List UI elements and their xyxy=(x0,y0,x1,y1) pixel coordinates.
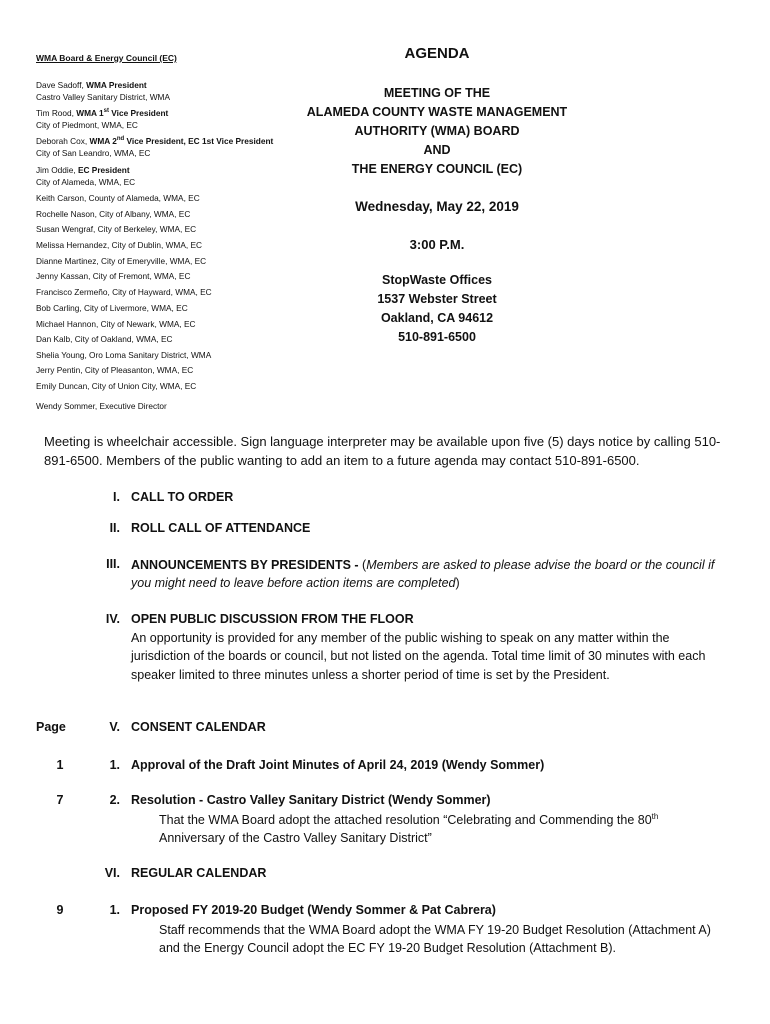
item-number: 1. xyxy=(109,903,120,917)
member-role-sup: nd xyxy=(116,136,125,143)
board-member: Dan Kalb, City of Oakland, WMA, EC xyxy=(36,334,173,344)
board-member: Melissa Hernandez, City of Dublin, WMA, EC xyxy=(36,240,202,250)
section-call-to-order: CALL TO ORDER xyxy=(131,490,234,504)
section-regular-calendar: REGULAR CALENDAR xyxy=(131,866,267,880)
executive-director: Wendy Sommer, Executive Director xyxy=(36,401,167,411)
board-member: Dianne Martinez, City of Emeryville, WMA, EC xyxy=(36,256,207,266)
meeting-date: Wednesday, May 22, 2019 xyxy=(355,199,519,214)
member-name: Dave Sadoff, xyxy=(36,80,87,90)
agenda-item-title: Resolution - Castro Valley Sanitary District (Wendy Sommer) xyxy=(131,793,491,807)
location-line: Oakland, CA 94612 xyxy=(380,311,494,325)
section-announcements xyxy=(131,556,721,593)
member-role-rest: Vice President xyxy=(108,108,169,118)
agenda-item-title: Approval of the Draft Joint Minutes of April 24, 2019 (Wendy Sommer) xyxy=(131,758,545,772)
member-affiliation: Castro Valley Sanitary District, WMA xyxy=(36,92,171,102)
member-role: WMA 1 xyxy=(76,108,104,118)
member-name: Deborah Cox, xyxy=(36,136,90,146)
member-affiliation: City of Piedmont, WMA, EC xyxy=(36,120,138,130)
agenda-title: AGENDA xyxy=(404,45,470,62)
page-column-label: Page xyxy=(36,720,66,734)
meeting-line: AND xyxy=(423,143,451,157)
board-title: WMA Board & Energy Council (EC) xyxy=(36,53,177,63)
board-member-2nd-vp xyxy=(36,135,273,159)
board-member: Jerry Pentin, City of Pleasanton, WMA, EC xyxy=(36,365,194,375)
member-affiliation: City of Alameda, WMA, EC xyxy=(36,177,136,187)
member-role: EC President xyxy=(77,165,130,175)
board-member: Michael Hannon, City of Newark, WMA, EC xyxy=(36,319,196,329)
meeting-location xyxy=(287,271,587,347)
agenda-item-description: Staff recommends that the WMA Board adopt the WMA FY 19-20 Budget Resolution (Attachment A) and the Energy Council adopt the EC FY 19-20 Budget Resolution (Attachment B). xyxy=(159,923,711,956)
meeting-line: AUTHORITY (WMA) BOARD xyxy=(354,124,520,138)
meeting-title xyxy=(287,84,587,179)
member-name: Tim Rood, xyxy=(36,108,77,118)
board-member: Bob Carling, City of Livermore, WMA, EC xyxy=(36,303,188,313)
location-line: StopWaste Offices xyxy=(382,273,492,287)
section-number: II. xyxy=(109,521,120,535)
member-role: WMA President xyxy=(86,80,147,90)
item-page-number: 1 xyxy=(56,758,64,772)
board-member: Jenny Kassan, City of Fremont, WMA, EC xyxy=(36,271,191,281)
section-number: IV. xyxy=(105,612,120,626)
section-roll-call: ROLL CALL OF ATTENDANCE xyxy=(131,521,311,535)
agenda-item-description xyxy=(159,811,719,848)
accessibility-notice: Meeting is wheelchair accessible. Sign language interpreter may be available upon five (5) days notice by calling 510-891-6500. Members of the public wanting to add an item to a future agenda may contact 510-891-6500. xyxy=(44,434,721,468)
member-affiliation: City of San Leandro, WMA, EC xyxy=(36,148,151,158)
item-number: 2. xyxy=(109,793,120,807)
item-page-number: 9 xyxy=(56,903,64,917)
board-member: Francisco Zermeño, City of Hayward, WMA, EC xyxy=(36,287,212,297)
item-desc-sup: th xyxy=(651,811,659,821)
section-public-discussion-body: An opportunity is provided for any member of the public wishing to speak on any matter within the jurisdiction of the boards or council, but not listed on the agenda. Total time limit of 30 minutes with each speaker limited to three minutes unless a shorter period of time is set by the President. xyxy=(131,631,706,682)
section-number: I. xyxy=(113,490,120,504)
meeting-time: 3:00 P.M. xyxy=(409,237,465,252)
section-consent-calendar: CONSENT CALENDAR xyxy=(131,720,266,734)
member-role-sup: st xyxy=(103,108,109,115)
member-name: Jim Oddie, xyxy=(36,165,78,175)
board-member-1st-vp xyxy=(36,107,168,131)
item-desc-text: Anniversary of the Castro Valley Sanitary District” xyxy=(159,831,432,846)
meeting-line: THE ENERGY COUNCIL (EC) xyxy=(351,162,523,176)
member-role: WMA 2 xyxy=(89,136,117,146)
note-close: ) xyxy=(455,576,460,591)
section-number: V. xyxy=(109,720,120,734)
section-number: III. xyxy=(106,557,120,571)
member-role-rest: Vice President, EC 1st Vice President xyxy=(124,136,274,146)
section-number: VI. xyxy=(104,866,120,880)
meeting-line: ALAMEDA COUNTY WASTE MANAGEMENT xyxy=(306,105,568,119)
board-member-ec-president xyxy=(36,164,135,188)
note-open: ( xyxy=(362,558,367,572)
board-member-president xyxy=(36,79,170,103)
item-number: 1. xyxy=(109,758,120,772)
item-desc-text: That the WMA Board adopt the attached resolution “Celebrating and Commending the 80 xyxy=(159,813,652,827)
meeting-line: MEETING OF THE xyxy=(383,86,491,100)
location-line: 1537 Webster Street xyxy=(377,292,497,306)
location-line: 510-891-6500 xyxy=(398,330,476,344)
agenda-item-title: Proposed FY 2019-20 Budget (Wendy Sommer & Pat Cabrera) xyxy=(131,903,496,917)
board-member: Emily Duncan, City of Union City, WMA, EC xyxy=(36,381,197,391)
board-member: Shelia Young, Oro Loma Sanitary District, WMA xyxy=(36,350,212,360)
board-member: Rochelle Nason, City of Albany, WMA, EC xyxy=(36,209,191,219)
item-page-number: 7 xyxy=(56,793,64,807)
section-public-discussion: OPEN PUBLIC DISCUSSION FROM THE FLOOR xyxy=(131,612,414,626)
section-note: Members are asked to please advise the board or the council if you might need to leave before action items are completed xyxy=(131,558,715,591)
board-member: Susan Wengraf, City of Berkeley, WMA, EC xyxy=(36,224,197,234)
board-member: Keith Carson, County of Alameda, WMA, EC xyxy=(36,193,200,203)
section-title: ANNOUNCEMENTS BY PRESIDENTS - xyxy=(131,558,363,572)
